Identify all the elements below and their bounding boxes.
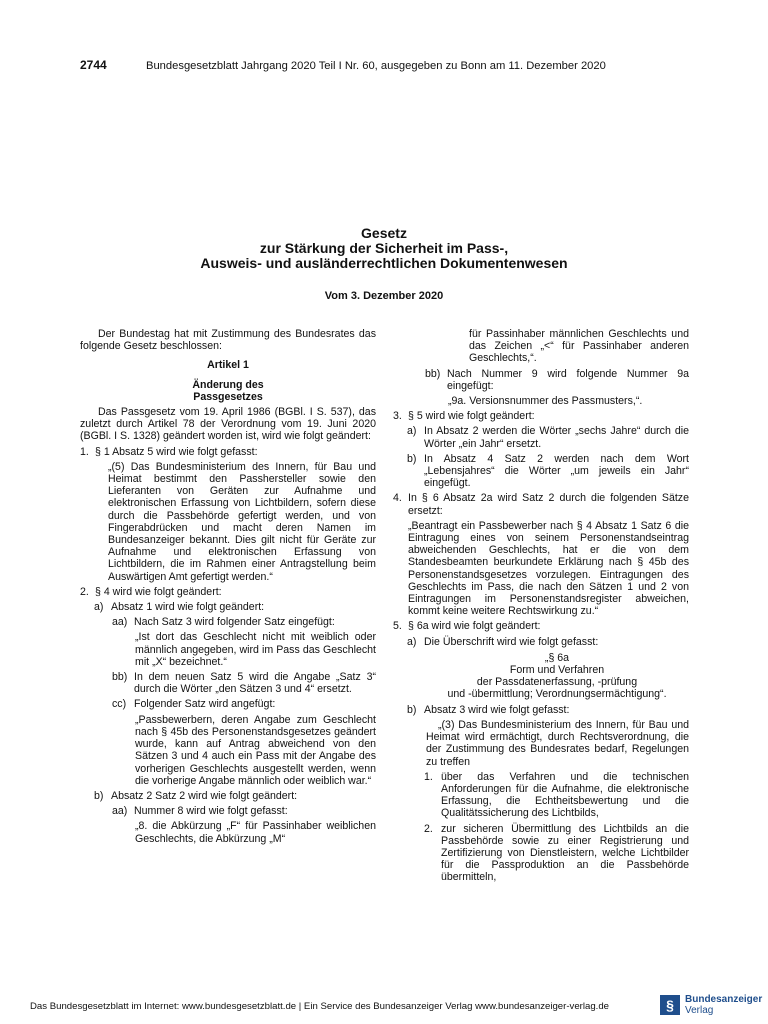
title-line-2: zur Stärkung der Sicherheit im Pass-, [259,240,509,256]
bundesanzeiger-logo-icon: § [660,995,680,1015]
list-item: aa) Nummer 8 wird wie folgt gefasst: [112,805,288,818]
quote-block: „(3) Das Bundesministerium des Innern, für Bau und Heimat wird ermächtigt, durch Rechtsverordnung, die der Zustimmung des Bundesrates bedarf, Regelungen zu treffen [426,718,689,768]
artikel-title-2: Passgesetzes [193,390,263,403]
passgesetz-paragraph: Das Passgesetz vom 19. April 1986 (BGBl. I S. 537), das zuletzt durch Artikel 78 der Verordnung vom 19. Juni 2020 (BGBl. I S. 1328) geändert worden ist, wird wie folgt geändert: [80,406,376,443]
law-title [100,226,668,271]
list-item: 3. § 5 wird wie folgt geändert: [393,410,535,423]
running-header [80,58,680,73]
footer-text: Das Bundesgesetzblatt im Internet: www.bundesgesetzblatt.de | Ein Service des Bundesanzeiger Verlag www.bundesanzeiger-verlag.de [30,1001,609,1012]
header-text: Bundesgesetzblatt Jahrgang 2020 Teil I Nr. 60, ausgegeben zu Bonn am 11. Dezember 2020 [146,60,606,72]
quote-block: „9a. Versionsnummer des Passmusters,“. [448,395,643,408]
quote-block: „Beantragt ein Passbewerber nach § 4 Absatz 1 Satz 6 die Eintragung eines von seinem Personenstandseintrag abweichenden Geschlechts, hat er die von dem Standesbeamten beurkundete Erklärung nach § 45b des Personenstandsgesetzes vorzulegen. Eintragungen des Geschlechts im Pass, die nach den Sätzen 1 und 2 von Eintragungen im Personenstandsregister abweichen, kommt keine weitere Rechtswirkung zu.“ [408,519,689,618]
list-item: b) In Absatz 4 Satz 2 werden nach dem Wort „Lebensjahres“ die Wörter „um jeweils ein Jahr“ eingefügt. [407,452,689,490]
title-line-3: Ausweis- und ausländerrechtlichen Dokumentenwesen [200,255,568,271]
list-item: 5. § 6a wird wie folgt geändert: [393,620,541,633]
continuation-text: für Passinhaber männlichen Geschlechts und das Zeichen „<“ für Passinhaber anderen Geschlechts,“. [469,328,689,365]
bundesanzeiger-logo [660,994,762,1016]
left-column [80,328,376,848]
list-item: bb) Nach Nummer 9 wird folgende Nummer 9a eingefügt: [425,367,689,392]
logo-line-2: Verlag [685,1005,714,1016]
list-item: 1. über das Verfahren und die technischen Anforderungen für die Aufnahme, die elektronische Erfassung, die Echtheitsbewertung und die Qualitätssicherung des Lichtbilds, [424,770,689,820]
title-line-1: Gesetz [361,225,407,241]
quote-block: „Ist dort das Geschlecht nicht mit weiblich oder männlich angegeben, wird im Pass das Geschlecht mit „X“ bezeichnet.“ [135,631,376,668]
artikel-heading: Artikel 1 [207,359,249,372]
list-item: 1. § 1 Absatz 5 wird wie folgt gefasst: [80,445,258,458]
list-item: b) Absatz 3 wird wie folgt gefasst: [407,703,570,716]
right-column [393,328,689,887]
list-item: a) Absatz 1 wird wie folgt geändert: [94,601,265,614]
list-item: b) Absatz 2 Satz 2 wird wie folgt geändert: [94,789,298,802]
list-item: aa) Nach Satz 3 wird folgender Satz eingefügt: [112,616,335,629]
list-item: 2. § 4 wird wie folgt geändert: [80,585,222,598]
list-item: a) Die Überschrift wird wie folgt gefasst: [407,635,599,648]
quote-block: „Passbewerbern, deren Angabe zum Geschlecht nach § 45b des Personenstandsgesetzes geändert wurde, kann auf Antrag abweichend von den Sätzen 3 und 4 auch ein Pass mit der Angabe des vorherigen Geschlechts ausgestellt werden, wenn die vorherige Angabe männlich oder weiblich war.“ [135,713,376,787]
artikel-title-1: Änderung des [192,378,264,391]
list-item: cc) Folgender Satz wird angefügt: [112,698,276,711]
law-date: Vom 3. Dezember 2020 [324,290,444,302]
list-item: 4. In § 6 Absatz 2a wird Satz 2 durch die folgenden Sätze ersetzt: [393,492,689,517]
quote-block: „(5) Das Bundesministerium des Innern, für Bau und Heimat bestimmt den Passhersteller sowie den Lieferanten von Geräten zur Aufnahme und elektronischen Erfassung von Lichtbildern, sofern diese durch die Passbehörde gefertigt werden, und von Fingerabdrücken und macht deren Namen im Bundesanzeiger bekannt. Dies gilt nicht für Geräte zur Aufnahme und elektronischen Erfassung von Lichtbildern, die im Rahmen einer Antragstellung beim Auswärtigen Amt gefertigt werden.“ [108,460,376,583]
logo-line-1: Bundesanzeiger [685,994,763,1005]
section-heading-6a: „§ 6a Form und Verfahren der Passdatenerfassung, -prüfung und -übermittlung; Verordnungsermächtigung“. [447,651,667,701]
list-item: bb) In dem neuen Satz 5 wird die Angabe „Satz 3“ durch die Wörter „den Sätzen 3 und 4“ ersetzt. [112,671,376,696]
page-number: 2744 [80,58,107,72]
quote-block: „8. die Abkürzung „F“ für Passinhaber weiblichen Geschlechts, die Abkürzung „M“ [135,820,376,845]
list-item: a) In Absatz 2 werden die Wörter „sechs Jahre“ durch die Wörter „ein Jahr“ ersetzt. [407,425,689,450]
intro-paragraph: Der Bundestag hat mit Zustimmung des Bundesrates das folgende Gesetz beschlossen: [80,328,376,353]
list-item: 2. zur sicheren Übermittlung des Lichtbilds an die Passbehörde sowie zu einer Registrierung und Zertifizierung von Dienstleistern, welche Lichtbilder für die Passproduktion an die Passbehörde übermitteln, [424,822,689,884]
